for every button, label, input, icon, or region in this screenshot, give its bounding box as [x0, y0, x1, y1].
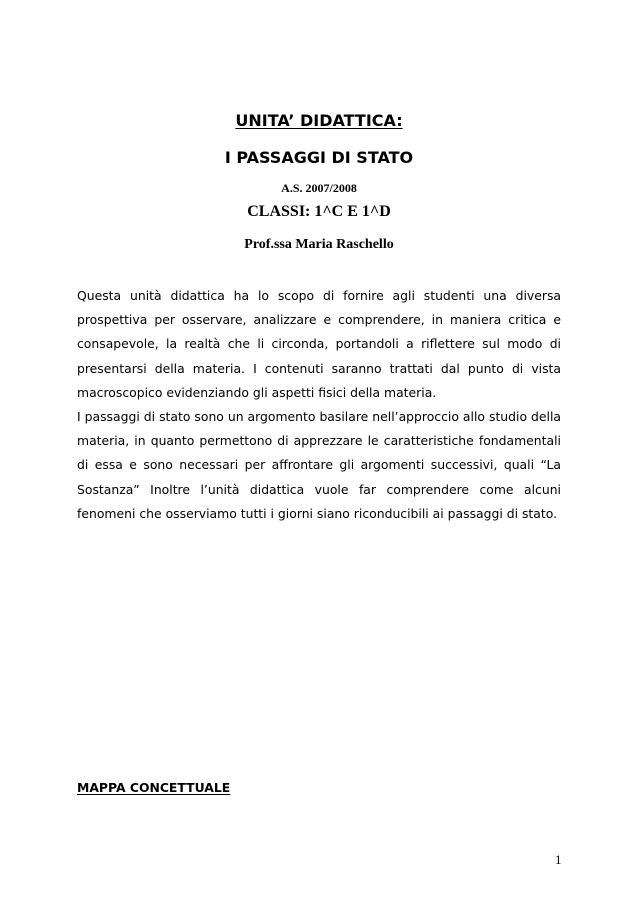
document-title: UNITA’ DIDATTICA: [235, 111, 403, 130]
document-subtitle: I PASSAGGI DI STATO [224, 148, 414, 167]
teacher-name: Prof.ssa Maria Raschello [244, 237, 394, 252]
page-number: 1 [555, 852, 562, 867]
body-text [77, 284, 561, 526]
school-year: A.S. 2007/2008 [281, 181, 357, 195]
section-heading-concept-map: MAPPA CONCETTUALE [77, 780, 231, 795]
classes-label: CLASSI: 1^C E 1^D [247, 203, 391, 220]
description-paragraph: I passaggi di stato sono un argomento basilare nell’approccio allo studio della materia, in quanto permettono di apprezzare le caratteristiche fondamentali di essa e sono necessari per affrontare gli argomenti successivi, quali “La Sostanza” Inoltre l’unità didattica vuole far comprendere come alcuni fenomeni che osserviamo tutti i giorni siano riconducibili ai passaggi di stato. [77, 409, 561, 521]
intro-paragraph: Questa unità didattica ha lo scopo di fornire agli studenti una diversa prospettiva per osservare, analizzare e comprendere, in maniera critica e consapevole, la realtà che li circonda, portandoli a riflettere sul modo di presentarsi della materia. I contenuti saranno trattati dal punto di vista macroscopico evidenziando gli aspetti fisici della materia. [77, 288, 561, 400]
